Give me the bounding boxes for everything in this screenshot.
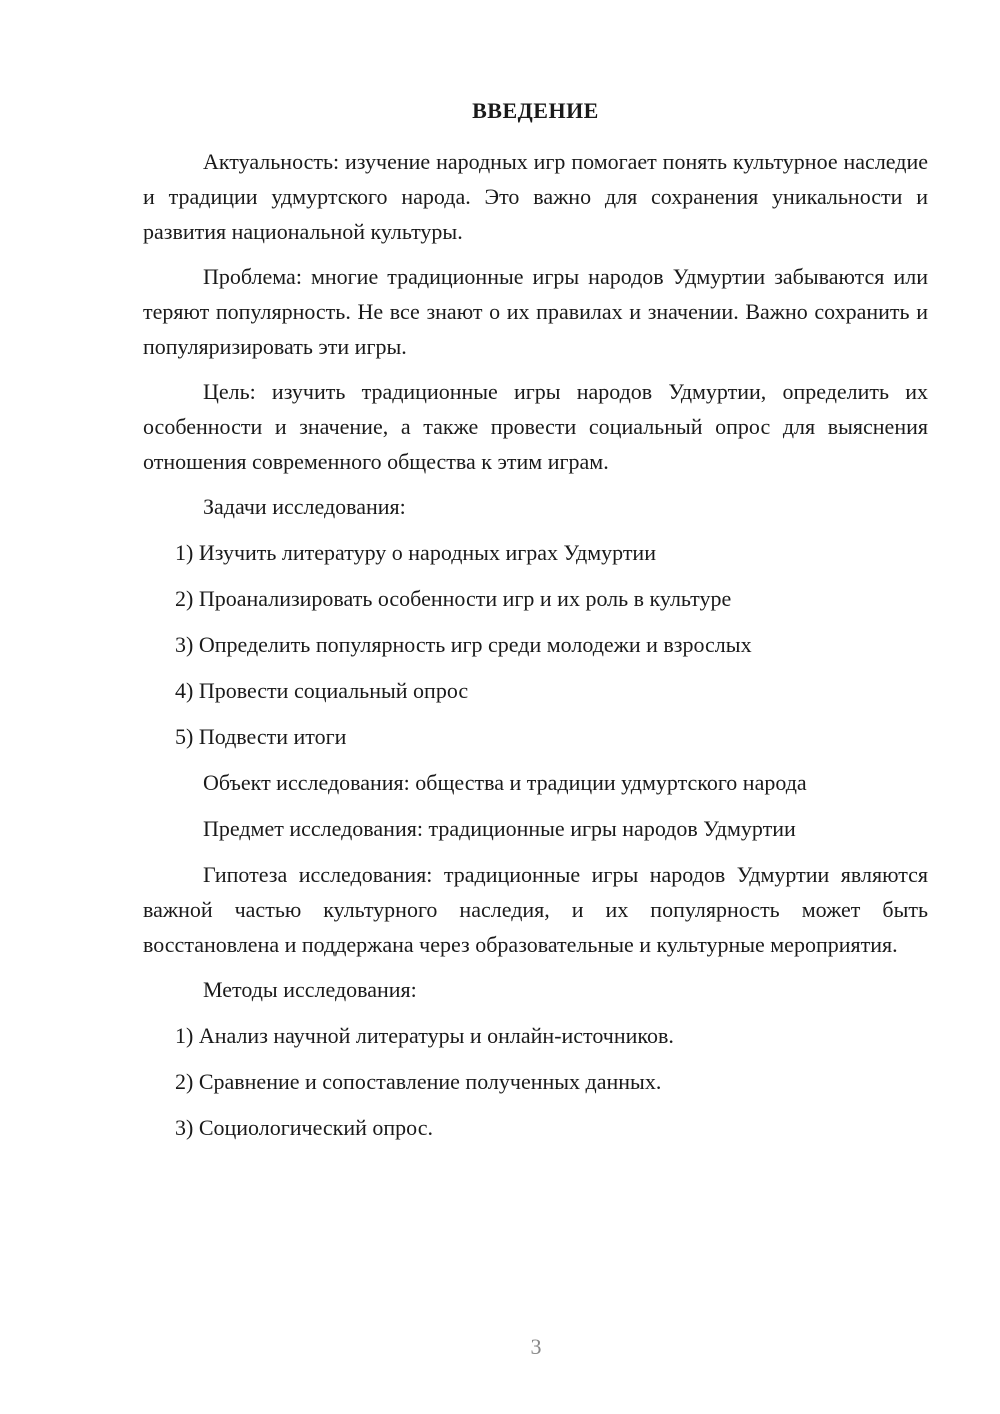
list-item: 3) Социологический опрос. [175, 1115, 433, 1140]
hypothesis-paragraph: Гипотеза исследования: традиционные игры народов Удмуртии являются важной частью культурного наследия, и их популярность может быть восстановлена и поддержана через образовательные и культурные мероприятия. [143, 862, 928, 957]
goal-paragraph: Цель: изучить традиционные игры народов Удмуртии, определить их особенности и значение, а также провести социальный опрос для выяснения отношения современного общества к этим играм. [143, 379, 928, 474]
relevance-paragraph: Актуальность: изучение народных игр помогает понять культурное наследие и традиции удмуртского народа. Это важно для сохранения уникальности и развития национальной культуры. [143, 149, 928, 244]
object-paragraph: Объект исследования: общества и традиции удмуртского народа [203, 770, 807, 795]
list-item: 5) Подвести итоги [175, 724, 347, 749]
methods-heading: Методы исследования: [203, 977, 417, 1002]
tasks-heading: Задачи исследования: [203, 494, 406, 519]
list-item: 2) Проанализировать особенности игр и их роль в культуре [175, 586, 732, 611]
problem-paragraph: Проблема: многие традиционные игры народов Удмуртии забываются или теряют популярность. Не все знают о их правилах и значении. Важно сохранить и популяризировать эти игры. [143, 264, 928, 359]
page-number: 3 [530, 1334, 542, 1359]
tasks-list [143, 535, 928, 754]
subject-paragraph: Предмет исследования: традиционные игры народов Удмуртии [203, 816, 796, 841]
list-item: 2) Сравнение и сопоставление полученных данных. [175, 1069, 662, 1094]
list-item: 1) Изучить литературу о народных играх Удмуртии [175, 540, 656, 565]
page-content [143, 93, 928, 1156]
section-title: ВВЕДЕНИЕ [472, 98, 599, 123]
list-item: 3) Определить популярность игр среди молодежи и взрослых [175, 632, 752, 657]
list-item: 4) Провести социальный опрос [175, 678, 469, 703]
methods-list [143, 1018, 928, 1145]
list-item: 1) Анализ научной литературы и онлайн-источников. [175, 1023, 674, 1048]
